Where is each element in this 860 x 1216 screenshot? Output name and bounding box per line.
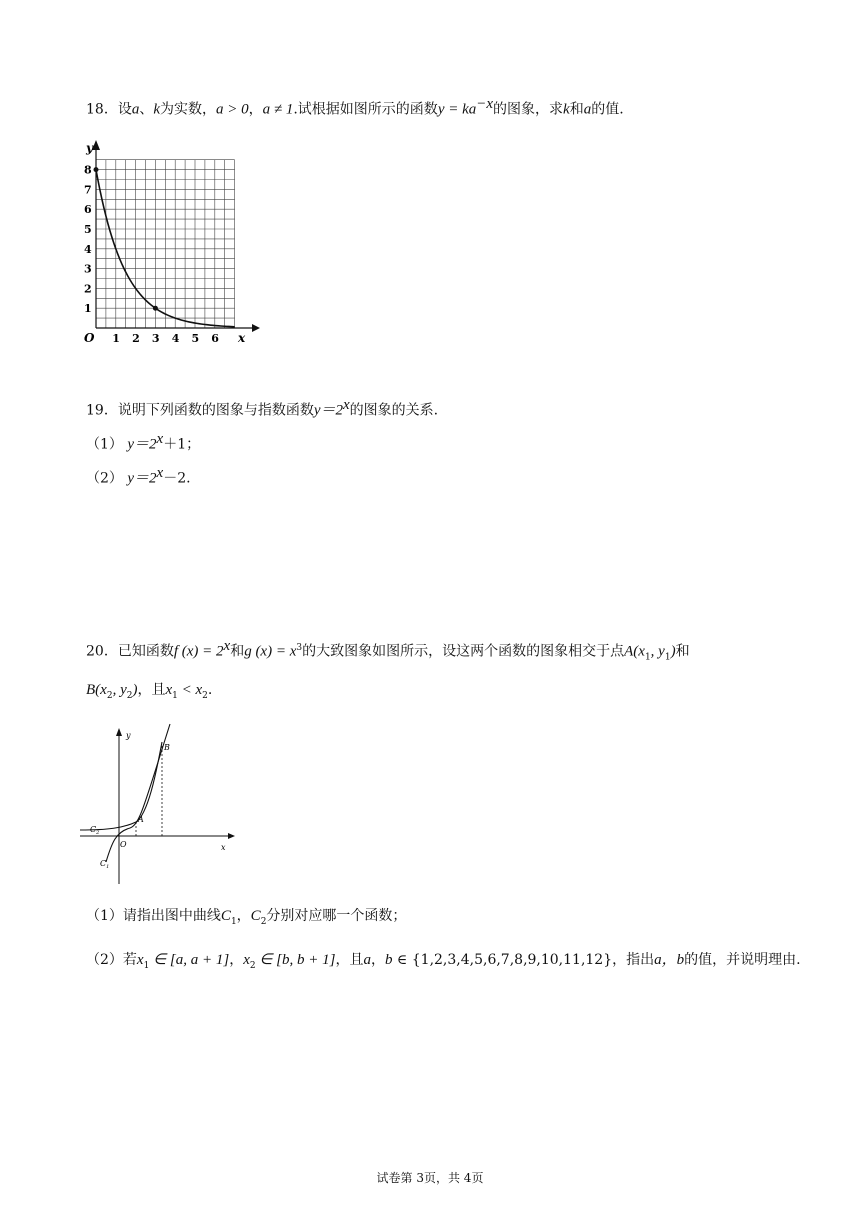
y-tick-labels	[84, 164, 92, 316]
curve-c1-cubic	[106, 724, 170, 862]
question-number: 18．	[86, 101, 118, 118]
y-tick-label: 8	[84, 163, 92, 177]
x-axis-label: x	[238, 331, 246, 345]
x-tick-label: 2	[132, 332, 140, 345]
figure-20-graph	[78, 724, 248, 894]
x-tick-label: 6	[211, 332, 219, 345]
y-tick-label: 7	[84, 183, 92, 197]
figure-18-graph	[80, 138, 260, 358]
y-tick-label: 4	[84, 242, 92, 256]
y-axis-label: y	[126, 731, 131, 740]
point-b-label: B	[164, 743, 170, 752]
x-tick-label: 4	[171, 332, 180, 345]
question-19-item-2: （2） $y=2^x-2$.	[86, 465, 191, 487]
y-tick-label: 5	[84, 223, 92, 236]
x-axis-label: x	[221, 843, 226, 852]
question-20-sub-2: （2）若$x_1$ ∈ [a, a + 1]，$x_2$ ∈ [b, b + 1]，且a，b ∈ {1,2,3,4,5,6,7,8,9,10,11,12}，指出a，b的值，并说明理由.	[86, 952, 801, 971]
x-tick-label: 3	[151, 332, 160, 345]
question-20-sub-1: （1）请指出图中曲线$C_1$，$C_2$分别对应哪一个函数；	[86, 908, 407, 927]
x-tick-labels	[112, 332, 219, 345]
y-axis-label: y	[86, 141, 93, 155]
question-19-item-1: （1） $y=2^x+1$；	[86, 431, 201, 453]
y-tick-label: 1	[84, 302, 92, 316]
y-tick-label: 3	[84, 262, 92, 276]
point-3-1	[153, 306, 158, 311]
curve-c2-exponential	[80, 742, 162, 830]
curve-c1-label: $C_1$	[100, 859, 110, 870]
x-tick-label: 1	[112, 332, 120, 345]
point-a-label: A	[138, 815, 144, 824]
grid	[96, 160, 235, 328]
point-0-8	[94, 167, 99, 172]
curve-c2-label: $C_2$	[90, 825, 100, 836]
question-20-text: 20．已知函数f $(x) = 2^x$和g $(x) = x^3$的大致图象如图所示，设这两个函数的图象相交于点$A(x_1$, $y_1$)和	[86, 638, 690, 663]
question-19-text: 19．说明下列函数的图象与指数函数$y=2^x$的图象的关系.	[86, 397, 439, 419]
question-number: 20．	[86, 643, 118, 660]
y-tick-label: 2	[84, 282, 92, 296]
question-20-text-cont: $B(x_2$, $y_2$)，且$x_1 < x_2$.	[86, 682, 213, 701]
origin-label: O	[120, 840, 127, 849]
page-footer: 试卷第 3页，共 4页	[376, 1171, 484, 1185]
question-18-text: 18．设a、k为实数，a > 0，a ≠ 1.试根据如图所示的函数$y = ka^{-x}$的图象，求k和a的值.	[86, 96, 624, 118]
x-tick-label: 5	[191, 332, 200, 345]
question-number: 19．	[86, 402, 118, 419]
origin-label: O	[84, 331, 95, 345]
y-tick-label: 6	[84, 203, 92, 217]
